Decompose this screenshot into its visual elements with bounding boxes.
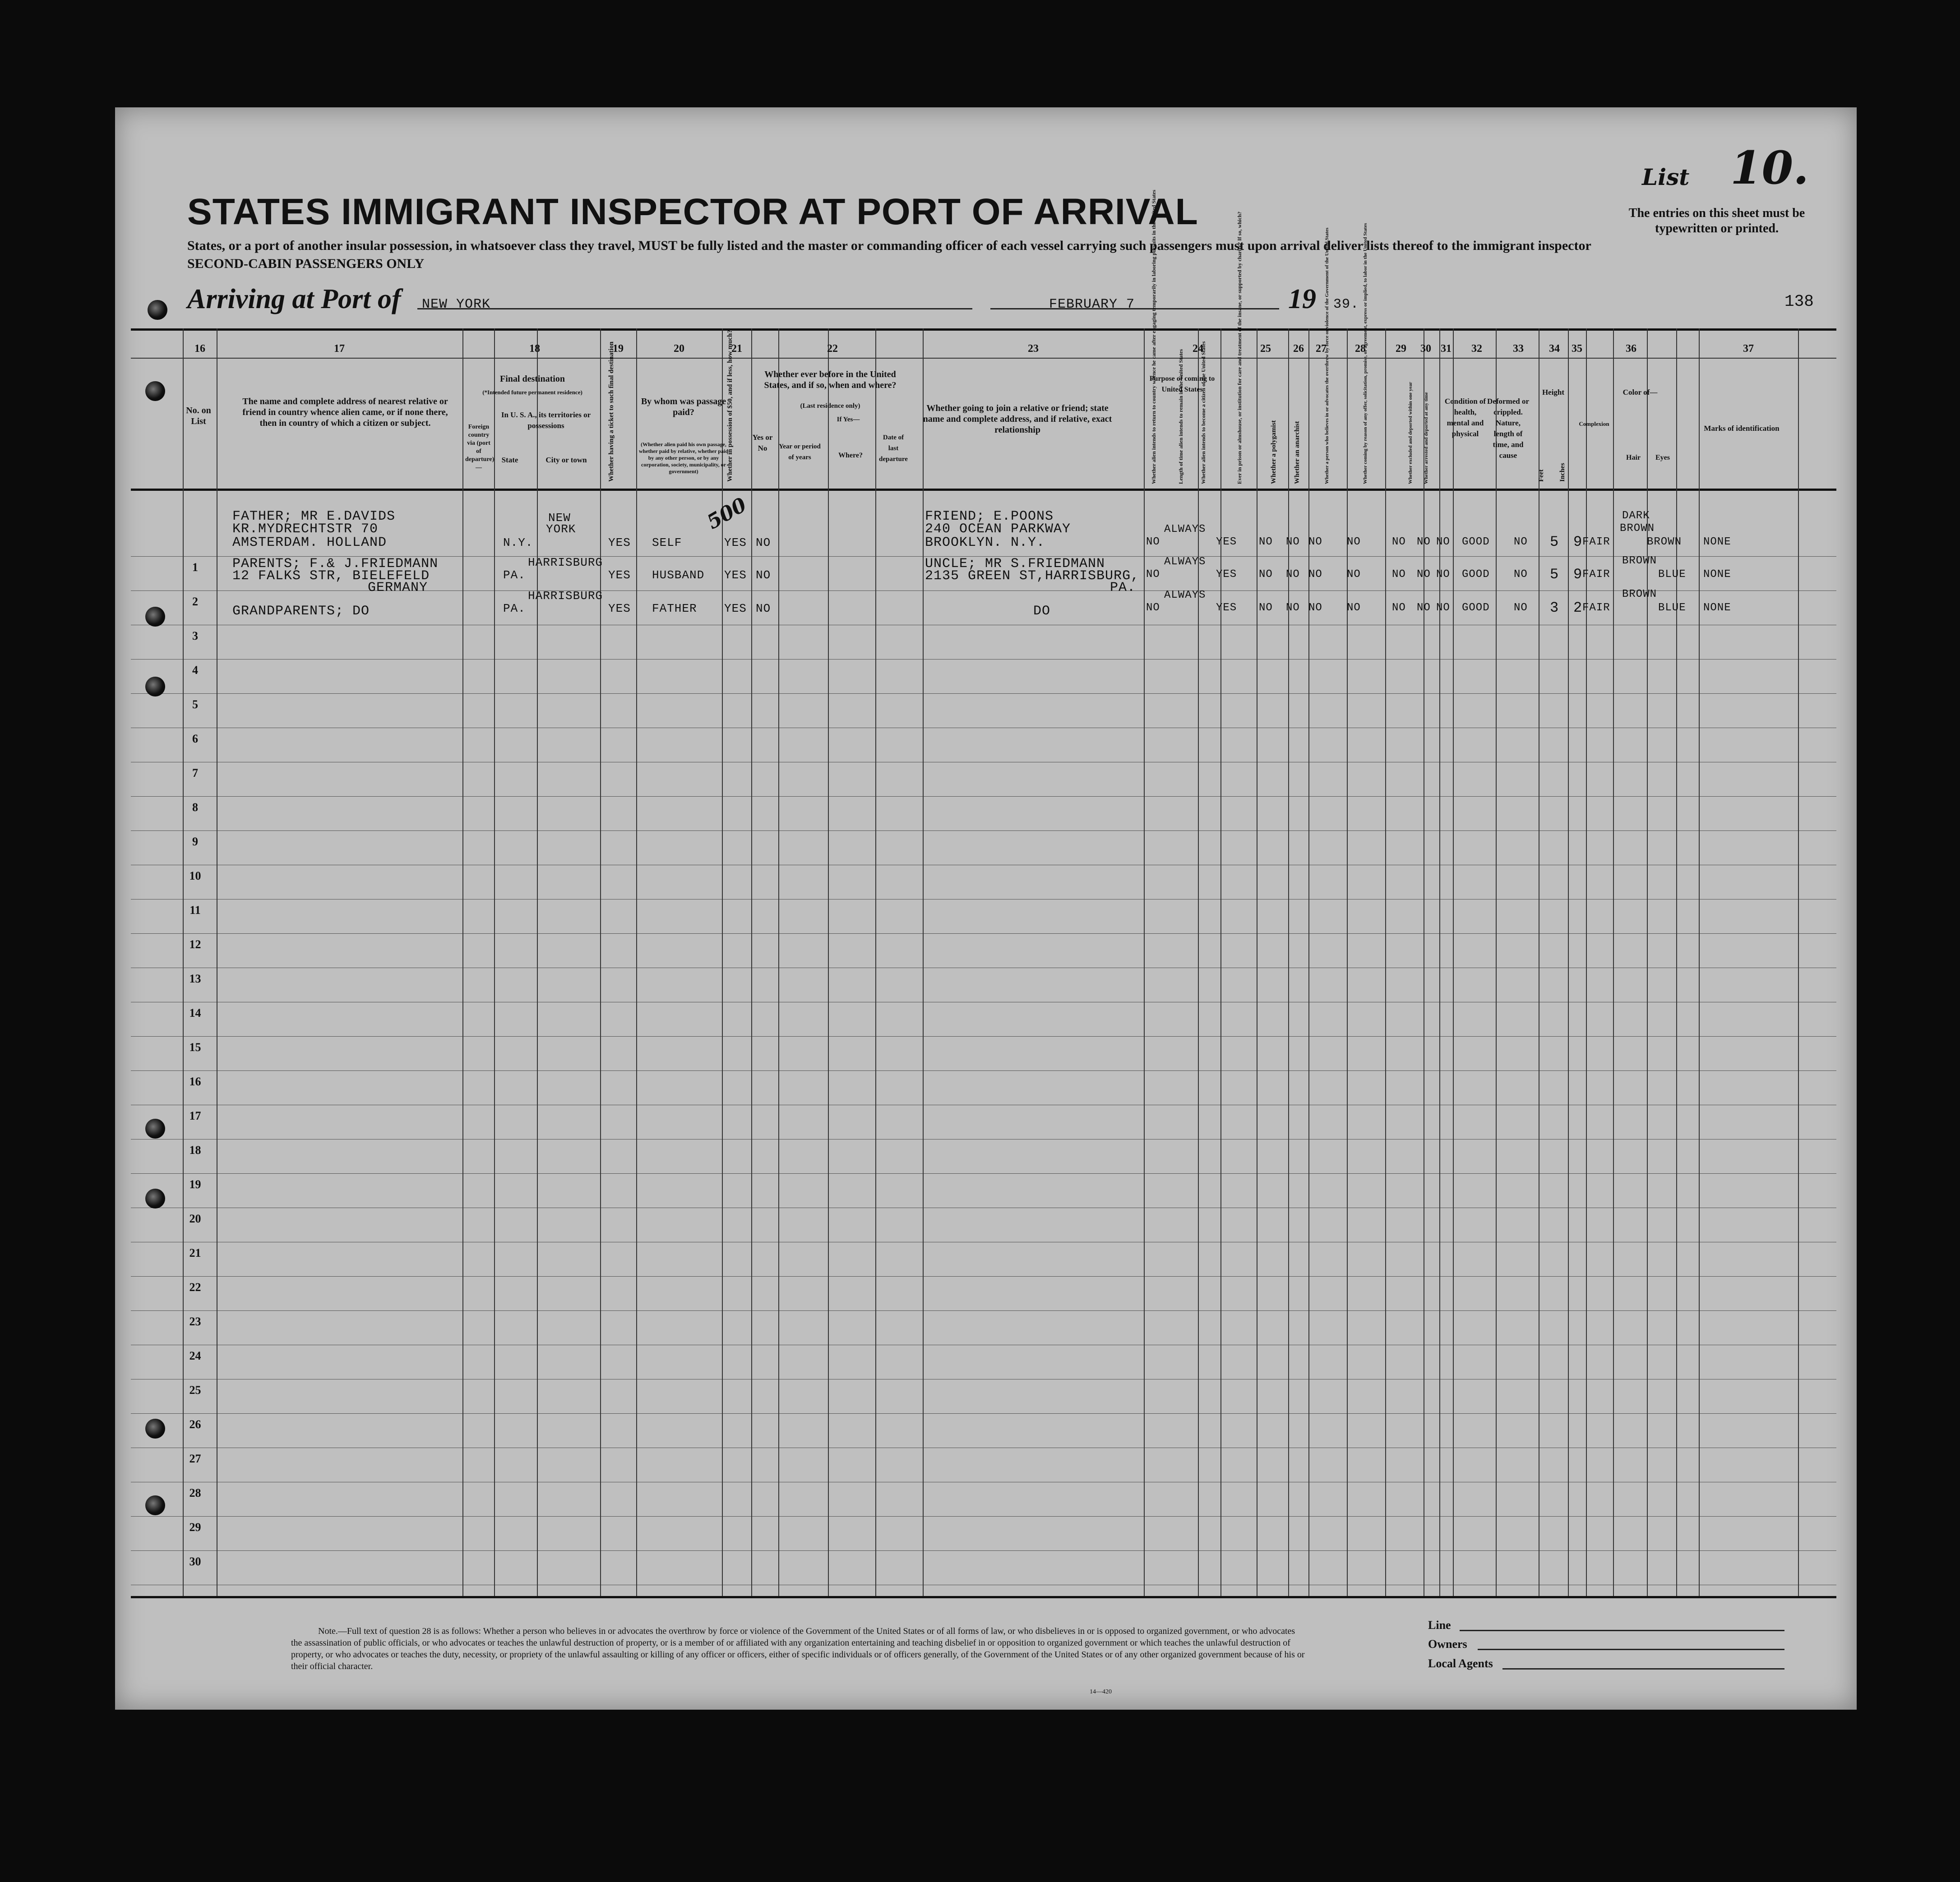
- header-foreign-country: Foreign country via (port of departure)—: [465, 424, 495, 471]
- header-relative-abroad: The name and complete address of nearest relative or friend in country whence alien came, or if none there, then in country of which a citizen or subject.: [242, 397, 448, 428]
- column-rule: [494, 328, 495, 1596]
- column-rule: [1288, 328, 1289, 1596]
- labor-value: NO: [1392, 602, 1406, 614]
- joining-line: 2135 GREEN ST,HARRISBURG,: [925, 568, 1140, 584]
- header-deported2: Whether arrested and deported at any time: [1424, 392, 1429, 484]
- dest-city: NEW: [548, 511, 571, 525]
- header-passage-paid: By whom was passage paid?: [641, 397, 726, 417]
- row-rule: [131, 1550, 1836, 1551]
- header-joining: Whether going to join a relative or friend; state name and complete address, and if relative, exact relationship: [923, 403, 1112, 435]
- binder-hole: [145, 1419, 165, 1439]
- column-rule: [1144, 328, 1145, 1596]
- row-number: 2: [192, 595, 198, 608]
- column-rule: [1798, 328, 1799, 1596]
- joining-line: FRIEND; E.POONS: [925, 509, 1054, 524]
- header-inches: Inches: [1559, 463, 1566, 482]
- relative-line: PARENTS; F.& J.FRIEDMANN: [232, 556, 439, 572]
- entries-note: The entries on this sheet must be typewritten or printed.: [1628, 206, 1805, 235]
- row-number: 29: [189, 1521, 201, 1534]
- row-number: 20: [189, 1212, 201, 1225]
- joining-line: PA.: [1110, 580, 1136, 595]
- hair-value: BROWN: [1622, 588, 1657, 600]
- hair-value: BROWN: [1620, 522, 1655, 535]
- column-rule: [1613, 328, 1614, 1596]
- polygamist-value: NO: [1286, 536, 1300, 548]
- complexion-value: FAIR: [1582, 602, 1610, 614]
- height-feet-value: 5: [1550, 534, 1559, 550]
- column-number: 24: [1193, 343, 1203, 355]
- binder-hole: [145, 677, 165, 697]
- column-number: 33: [1513, 343, 1524, 355]
- citizen-value: YES: [1216, 536, 1237, 548]
- deported-value: NO: [1417, 536, 1431, 548]
- row-number: 1: [192, 561, 198, 574]
- column-rule: [1308, 328, 1309, 1596]
- header-if-yes: If Yes—: [837, 416, 860, 423]
- row-number: 7: [192, 766, 198, 780]
- deported-value: NO: [1436, 536, 1450, 548]
- header-city: City or town: [545, 456, 587, 464]
- year-prefix: 19: [1288, 284, 1316, 314]
- marks-value: NONE: [1703, 568, 1731, 581]
- binder-hole: [145, 1189, 165, 1209]
- row-rule: [131, 1276, 1836, 1277]
- row-number: 8: [192, 801, 198, 814]
- row-rule: [131, 933, 1836, 934]
- row-rule: [131, 1413, 1836, 1414]
- dest-city: YORK: [546, 522, 576, 536]
- header-passage-note: (Whether alien paid his own passage, whether paid by relative, whether paid by any other person, or by any corporation, society, municipality, or government): [638, 441, 728, 475]
- port-underline: [417, 308, 972, 309]
- prison-value: NO: [1259, 602, 1273, 614]
- height-inches-value: 9: [1573, 566, 1583, 583]
- money-value: YES: [724, 568, 747, 582]
- money-value: YES: [724, 602, 747, 615]
- labor-value: NO: [1392, 568, 1406, 581]
- row-number: 10: [189, 869, 201, 882]
- dest-state: PA.: [503, 568, 526, 582]
- row-number: 14: [189, 1006, 201, 1019]
- money-value: YES: [724, 536, 747, 549]
- date-value: FEBRUARY 7: [1049, 297, 1135, 312]
- column-rule: [1676, 328, 1677, 1596]
- ticket-value: YES: [608, 536, 631, 549]
- polygamist-value: NO: [1286, 602, 1300, 614]
- owners-field: [1478, 1649, 1784, 1650]
- column-rule: [923, 328, 924, 1596]
- row-rule: [131, 659, 1836, 660]
- row-number: 22: [189, 1281, 201, 1294]
- header-excluded: Whether coming by reason of any offer, solicitation, promise, or agreement, express or implied, to labor in the United States: [1363, 223, 1368, 484]
- length-of-stay-value: ALWAYS: [1164, 589, 1206, 601]
- dest-city: HARRISBURG: [528, 589, 603, 603]
- row-number: 9: [192, 835, 198, 848]
- row-number: 15: [189, 1041, 201, 1054]
- header-purpose: Purpose of coming to United States: [1149, 375, 1215, 393]
- row-number: 21: [189, 1246, 201, 1259]
- header-date-departure: Date of last departure: [879, 434, 908, 463]
- ticket-value: YES: [608, 568, 631, 582]
- header-final-destination-note: (*Intended future permanent residence): [482, 389, 582, 396]
- complexion-value: FAIR: [1582, 568, 1610, 581]
- table-bottom-rule: [131, 1596, 1836, 1598]
- row-number: 19: [189, 1178, 201, 1191]
- overthrow-value: NO: [1347, 536, 1361, 548]
- paid-by-value: HUSBAND: [652, 568, 705, 582]
- paid-by-value: SELF: [652, 536, 682, 549]
- row-rule: [131, 1310, 1836, 1311]
- column-rule: [636, 328, 637, 1596]
- relative-line: KR.MYDRECHTSTR 70: [232, 521, 379, 537]
- arriving-label: Arriving at Port of: [187, 284, 401, 314]
- complexion-value: FAIR: [1582, 536, 1610, 548]
- header-top-rule: [131, 328, 1836, 331]
- deported-value: NO: [1436, 568, 1450, 581]
- binder-hole: [145, 607, 165, 627]
- year-suffix: 39.: [1333, 297, 1359, 312]
- row-number: 16: [189, 1075, 201, 1088]
- column-rule: [1496, 328, 1497, 1596]
- column-number: 37: [1743, 343, 1754, 355]
- column-rule: [1699, 328, 1700, 1596]
- row-rule: [131, 1036, 1836, 1037]
- binder-hole: [148, 300, 167, 320]
- prison-value: NO: [1259, 536, 1273, 548]
- column-number: 16: [194, 343, 205, 355]
- row-number: 17: [189, 1109, 201, 1122]
- header-bottom-rule: [131, 489, 1836, 491]
- row-number: 27: [189, 1452, 201, 1465]
- column-rule: [778, 328, 779, 1596]
- column-rule: [875, 328, 876, 1596]
- column-number: 34: [1549, 343, 1560, 355]
- header-before-us: Whether ever before in the United States, and if so, when and where?: [764, 369, 897, 390]
- footnote: Note.—Full text of question 28 is as follows: Whether a person who believes in or advocates the overthrow by force or violence of the Government of the United States or of all forms of law, or who disbelieves in or is opposed to organized government, or who advocates the assassination of public officials, or who advocates or teaches the unlawful destruction of property, or is a member of or affiliated with any organization entertaining and teaching disbelief in or opposition to organized government or which teaches the unlawful destruction of property, or who advocates or teaches the duty, necessity, or propriety of the unlawful assaulting or killing of any officer or officers, either of specific individuals or of officers generally, of the Government of the United States or of any other organized government because of his or their official character.: [291, 1626, 1305, 1671]
- before-us-value: NO: [756, 536, 771, 549]
- row-number: 12: [189, 938, 201, 951]
- row-number: 4: [192, 664, 198, 677]
- joining-line: UNCLE; MR S.FRIEDMANN: [925, 556, 1105, 572]
- hair-value: DARK: [1622, 510, 1650, 522]
- column-number: 23: [1028, 343, 1039, 355]
- citizen-value: YES: [1216, 602, 1237, 614]
- row-rule: [131, 830, 1836, 831]
- column-rule: [462, 328, 463, 1596]
- hair-value: BROWN: [1622, 555, 1657, 567]
- column-number-rule: [131, 358, 1836, 359]
- joining-line: 240 OCEAN PARKWAY: [925, 521, 1071, 537]
- citizen-value: YES: [1216, 568, 1237, 581]
- header-complexion: Complexion: [1579, 420, 1609, 427]
- labor-value: NO: [1392, 536, 1406, 548]
- height-feet-value: 3: [1550, 600, 1559, 616]
- header-yes-no: Yes or No: [752, 433, 773, 452]
- binder-hole: [145, 1495, 165, 1515]
- health-value: GOOD: [1462, 602, 1490, 614]
- header-state: State: [501, 456, 518, 464]
- return-value: NO: [1146, 536, 1160, 548]
- header-color-of: Color of—: [1623, 388, 1658, 397]
- health-value: GOOD: [1462, 568, 1490, 581]
- dest-state: N.Y.: [503, 536, 533, 549]
- deformed-value: NO: [1514, 568, 1528, 581]
- length-of-stay-value: ALWAYS: [1164, 556, 1206, 568]
- column-rule: [751, 328, 752, 1596]
- row-rule: [131, 693, 1836, 694]
- relative-line: GRANDPARENTS; DO: [232, 604, 370, 619]
- row-number: 26: [189, 1418, 201, 1431]
- column-rule: [828, 328, 829, 1596]
- eyes-value: BLUE: [1658, 602, 1686, 614]
- handwritten-money-amount: 500: [703, 493, 751, 534]
- column-number: 27: [1316, 343, 1327, 355]
- column-number: 30: [1420, 343, 1431, 355]
- binder-hole: [145, 381, 165, 401]
- ticket-value: YES: [608, 602, 631, 615]
- dest-state: PA.: [503, 602, 526, 615]
- deported-value: NO: [1417, 568, 1431, 581]
- local-agents-field: [1502, 1668, 1784, 1670]
- column-number: 22: [827, 343, 838, 355]
- header-condition: Condition of health, mental and physical: [1444, 397, 1486, 438]
- row-number: 25: [189, 1384, 201, 1397]
- page-title: STATES IMMIGRANT INSPECTOR AT PORT OF ARRIVAL: [187, 191, 1198, 232]
- column-number: 29: [1396, 343, 1406, 355]
- column-number: 32: [1471, 343, 1482, 355]
- header-deported1: Whether excluded and deported within one year: [1408, 382, 1413, 484]
- binder-hole: [145, 1119, 165, 1139]
- marks-value: NONE: [1703, 602, 1731, 614]
- line-label: Line: [1428, 1619, 1451, 1632]
- height-feet-value: 5: [1550, 566, 1559, 583]
- deported-value: NO: [1417, 602, 1431, 614]
- header-final-destination: Final destination: [500, 374, 565, 384]
- column-number: 17: [334, 343, 345, 355]
- page-number: 138: [1784, 292, 1814, 311]
- header-purpose-sub1: Whether alien intends to return to country whence he came after engaging temporarily in laboring pursuits in the United States: [1151, 189, 1157, 484]
- list-label: List: [1642, 164, 1690, 190]
- header-no-on-list: No. on List: [186, 406, 211, 426]
- eyes-value: BROWN: [1647, 536, 1682, 548]
- header-purpose-sub2: Length of time alien intends to remain in the United States: [1178, 349, 1184, 484]
- anarchist-value: NO: [1308, 602, 1322, 614]
- anarchist-value: NO: [1308, 536, 1322, 548]
- column-rule: [1439, 328, 1440, 1596]
- eyes-value: BLUE: [1658, 568, 1686, 581]
- overthrow-value: NO: [1347, 602, 1361, 614]
- row-rule: [131, 796, 1836, 797]
- header-eyes: Eyes: [1655, 454, 1670, 461]
- polygamist-value: NO: [1286, 568, 1300, 581]
- row-number: 6: [192, 732, 198, 745]
- instructions-text: States, or a port of another insular possession, in whatsoever class they travel, MUST be fully listed and the master or commanding officer of each vessel carrying such passengers must upon arrival deliver lists thereof to the immigrant inspector: [187, 238, 1591, 253]
- column-rule: [600, 328, 601, 1596]
- column-number: 35: [1572, 343, 1582, 355]
- row-rule: [131, 1516, 1836, 1517]
- joining-line: DO: [1033, 604, 1051, 619]
- column-number: 20: [674, 343, 684, 355]
- header-polygamist: Whether a polygamist: [1270, 420, 1277, 484]
- column-number: 31: [1441, 343, 1452, 355]
- before-us-value: NO: [756, 568, 771, 582]
- form-number: 14—420: [1090, 1688, 1112, 1695]
- return-value: NO: [1146, 602, 1160, 614]
- manifest-sheet: [115, 107, 1857, 1710]
- column-rule: [1586, 328, 1587, 1596]
- row-number: 5: [192, 698, 198, 711]
- column-number: 25: [1260, 343, 1271, 355]
- health-value: GOOD: [1462, 536, 1490, 548]
- deported-value: NO: [1436, 602, 1450, 614]
- row-rule: [131, 1173, 1836, 1174]
- owners-label: Owners: [1428, 1638, 1467, 1651]
- height-inches-value: 2: [1573, 600, 1583, 616]
- paid-by-value: FATHER: [652, 602, 697, 615]
- header-marks: Marks of identification: [1704, 424, 1780, 433]
- marks-value: NONE: [1703, 536, 1731, 548]
- relative-line: AMSTERDAM. HOLLAND: [232, 535, 387, 550]
- deformed-value: NO: [1514, 536, 1528, 548]
- local-agents-label: Local Agents: [1428, 1657, 1493, 1670]
- header-feet: Feet: [1538, 469, 1545, 482]
- column-number: 18: [529, 343, 540, 355]
- header-hair: Hair: [1626, 454, 1641, 461]
- header-height: Height: [1542, 388, 1565, 397]
- return-value: NO: [1146, 568, 1160, 581]
- height-inches-value: 9: [1573, 534, 1583, 550]
- before-us-value: NO: [756, 602, 771, 615]
- column-rule: [1347, 328, 1348, 1596]
- header-purpose-sub3: Whether alien intends to become a citizen of the United States: [1200, 341, 1207, 484]
- row-number: 24: [189, 1349, 201, 1362]
- header-year-period: Year or period of years: [779, 443, 821, 461]
- column-rule: [1453, 328, 1454, 1596]
- column-number: 26: [1293, 343, 1304, 355]
- overthrow-value: NO: [1347, 568, 1361, 581]
- deformed-value: NO: [1514, 602, 1528, 614]
- column-number: 21: [731, 343, 742, 355]
- header-ticket: Whether having a ticket to such final destination: [608, 341, 615, 482]
- row-number: 11: [190, 904, 201, 917]
- length-of-stay-value: ALWAYS: [1164, 523, 1206, 535]
- row-rule: [131, 1070, 1836, 1071]
- header-possession-50: Whether in possession of $50, and if less, how much?: [726, 330, 734, 482]
- joining-line: BROOKLYN. N.Y.: [925, 535, 1045, 550]
- prison-value: NO: [1259, 568, 1273, 581]
- column-rule: [1220, 328, 1221, 1596]
- row-number: 23: [189, 1315, 201, 1328]
- header-prison: Ever in prison or almshouse, or institution for care and treatment of the insane, or supported by charity? If so, which?: [1236, 211, 1243, 484]
- column-number: 19: [613, 343, 624, 355]
- anarchist-value: NO: [1308, 568, 1322, 581]
- header-where: Where?: [838, 452, 863, 459]
- row-number: 13: [189, 972, 201, 985]
- row-number: 28: [189, 1486, 201, 1499]
- row-number: 30: [189, 1555, 201, 1568]
- dest-city: HARRISBURG: [528, 556, 603, 569]
- column-rule: [537, 328, 538, 1596]
- relative-line: GERMANY: [368, 580, 428, 595]
- header-in-usa: In U. S. A., its territories or possessions: [501, 411, 591, 430]
- header-deformed: Deformed or crippled. Nature, length of time, and cause: [1487, 397, 1529, 460]
- header-overthrow: Whether a person who believes in or advocates the overthrow by force or violence of the Government of the United States: [1324, 227, 1330, 484]
- list-number: 10.: [1730, 141, 1809, 194]
- column-rule: [1568, 328, 1569, 1596]
- column-rule: [183, 328, 184, 1596]
- row-number: 3: [192, 629, 198, 642]
- row-number: 18: [189, 1144, 201, 1157]
- port-value: NEW YORK: [422, 297, 491, 312]
- column-number: 28: [1355, 343, 1366, 355]
- column-rule: [1198, 328, 1199, 1596]
- relative-line: 12 FALKS STR, BIELEFELD: [232, 568, 430, 584]
- passenger-class: SECOND-CABIN PASSENGERS ONLY: [187, 256, 425, 271]
- column-rule: [1385, 328, 1386, 1596]
- header-anarchist: Whether an anarchist: [1294, 421, 1301, 484]
- header-last-residence: (Last residence only): [800, 402, 860, 410]
- relative-line: FATHER; MR E.DAVIDS: [232, 509, 396, 524]
- line-field: [1460, 1630, 1784, 1631]
- column-number: 36: [1626, 343, 1636, 355]
